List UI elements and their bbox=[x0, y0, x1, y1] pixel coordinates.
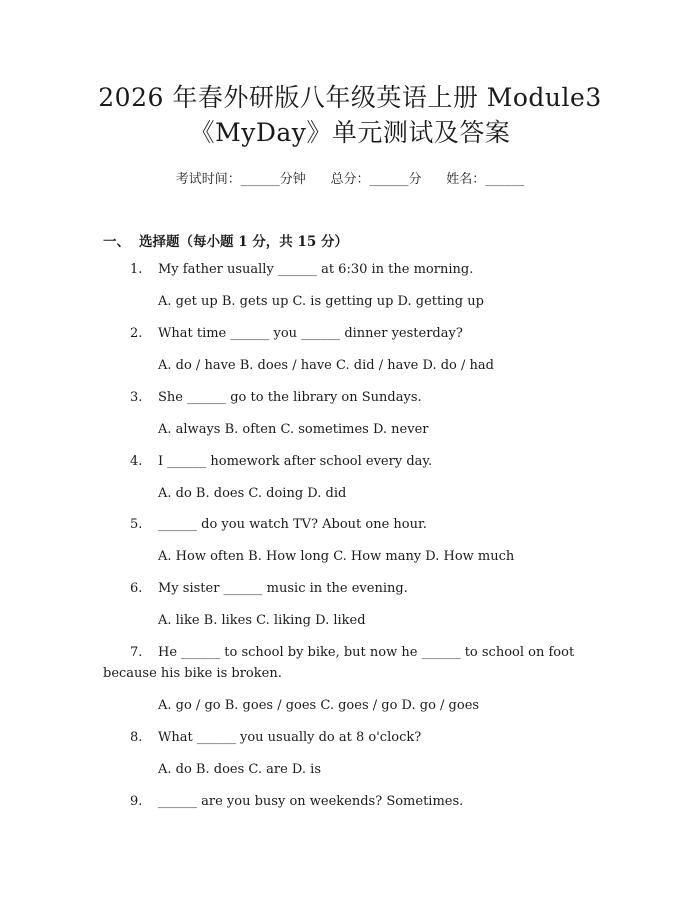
question-8-options: A. do B. does C. are D. is bbox=[158, 762, 321, 777]
exam-info: 考试时间：______分钟 总分：______分 姓名：______ bbox=[175, 172, 525, 187]
question-8-text: What ______ you usually do at 8 o'clock? bbox=[158, 730, 422, 745]
question-5-options: A. How often B. How long C. How many D. How much bbox=[158, 549, 515, 564]
question-2-text: What time ______ you ______ dinner yesterday? bbox=[158, 326, 463, 341]
question-1-number: 1. bbox=[130, 262, 143, 277]
question-6-text: My sister ______ music in the evening. bbox=[158, 581, 408, 596]
question-3-text: She ______ go to the library on Sundays. bbox=[158, 390, 422, 405]
title-line-2: 《MyDay》单元测试及答案 bbox=[189, 118, 511, 147]
title-line-1: 2026 年春外研版八年级英语上册 Module3 bbox=[98, 83, 602, 112]
question-9-number: 9. bbox=[130, 794, 143, 809]
question-2-options: A. do / have B. does / have C. did / have D. do / had bbox=[158, 358, 494, 373]
question-3-options: A. always B. often C. sometimes D. never bbox=[158, 422, 429, 437]
question-4-number: 4. bbox=[130, 454, 143, 469]
question-9-text: ______ are you busy on weekends? Sometimes. bbox=[158, 794, 464, 809]
section-title: 选择题（每小题 1 分，共 15 分） bbox=[139, 234, 348, 250]
question-6-options: A. like B. likes C. liking D. liked bbox=[158, 613, 366, 628]
question-2-number: 2. bbox=[130, 326, 143, 341]
section-heading bbox=[103, 230, 348, 250]
question-7-text: He ______ to school by bike, but now he ______ to school on foot bbox=[158, 645, 575, 660]
question-5-number: 5. bbox=[130, 517, 143, 532]
question-7-number: 7. bbox=[130, 645, 143, 660]
question-3-number: 3. bbox=[130, 390, 143, 405]
question-5-text: ______ do you watch TV? About one hour. bbox=[158, 517, 427, 532]
question-4-text: I ______ homework after school every day. bbox=[158, 454, 433, 469]
question-1-text: My father usually ______ at 6:30 in the morning. bbox=[158, 262, 474, 277]
question-6-number: 6. bbox=[130, 581, 143, 596]
question-1-options: A. get up B. gets up C. is getting up D. getting up bbox=[158, 294, 484, 309]
question-8-number: 8. bbox=[130, 730, 143, 745]
section-number: 一、 bbox=[103, 234, 130, 250]
question-7-options: A. go / go B. goes / goes C. goes / go D. go / goes bbox=[158, 698, 480, 713]
question-4-options: A. do B. does C. doing D. did bbox=[158, 486, 347, 501]
question-7-text-continued: because his bike is broken. bbox=[103, 666, 282, 681]
